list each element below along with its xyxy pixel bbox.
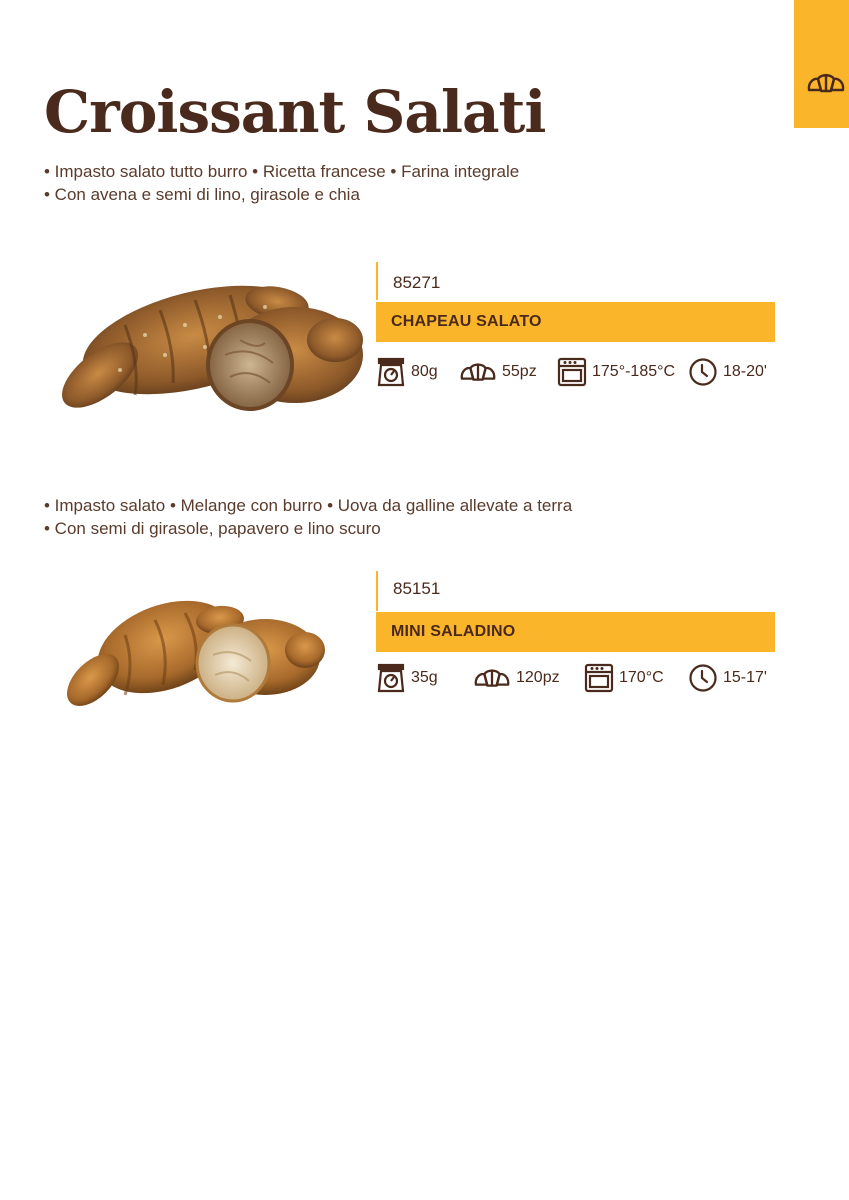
product-name: CHAPEAU SALATO xyxy=(376,302,775,342)
spec-time xyxy=(688,355,767,389)
pieces-value: 55pz xyxy=(502,363,537,380)
spec-time xyxy=(688,661,767,695)
spec-weight xyxy=(376,661,438,695)
scale-icon xyxy=(376,357,406,387)
time-value: 18-20' xyxy=(723,363,767,380)
description-line: • Impasto salato tutto burro • Ricetta francese • Farina integrale xyxy=(44,162,520,181)
oven-icon xyxy=(557,357,587,387)
page-title: Croissant Salati xyxy=(44,78,546,146)
product-name: MINI SALADINO xyxy=(376,612,775,652)
product-specs xyxy=(376,661,786,695)
temperature-value: 170°C xyxy=(619,669,664,686)
description-line: • Con avena e semi di lino, girasole e chia xyxy=(44,185,360,204)
product-photo xyxy=(55,585,330,720)
product-code: 85151 xyxy=(376,571,440,611)
temperature-value: 175°-185°C xyxy=(592,363,676,380)
section-tab xyxy=(794,0,849,128)
description-line: • Impasto salato • Melange con burro • Uova da galline allevate a terra xyxy=(44,496,573,515)
time-value: 15-17' xyxy=(723,669,767,686)
weight-value: 35g xyxy=(411,669,438,686)
description-line: • Con semi di girasole, papavero e lino scuro xyxy=(44,519,381,538)
oven-icon xyxy=(584,663,614,693)
product-specs xyxy=(376,355,786,389)
product-description xyxy=(44,160,519,206)
scale-icon xyxy=(376,663,406,693)
spec-temperature xyxy=(557,355,675,389)
product-code: 85271 xyxy=(376,262,440,300)
clock-icon xyxy=(688,663,718,693)
product-photo xyxy=(45,255,365,425)
spec-weight xyxy=(376,355,438,389)
spec-temperature xyxy=(584,661,664,695)
croissant-icon xyxy=(473,665,511,691)
croissant-icon xyxy=(459,359,497,385)
weight-value: 80g xyxy=(411,363,438,380)
pieces-value: 120pz xyxy=(516,669,560,686)
product-description xyxy=(44,494,572,540)
spec-pieces xyxy=(459,355,537,389)
spec-pieces xyxy=(473,661,560,695)
clock-icon xyxy=(688,357,718,387)
croissant-icon xyxy=(806,70,846,96)
